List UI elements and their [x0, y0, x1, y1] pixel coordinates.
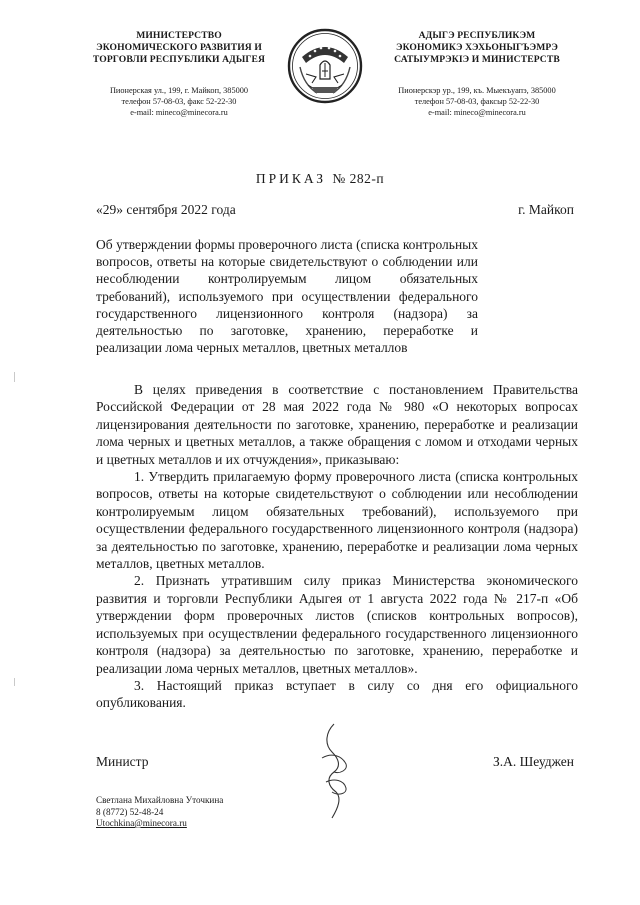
ministry-name-ru: МИНИСТЕРСТВО ЭКОНОМИЧЕСКОГО РАЗВИТИЯ И ТОРГОВЛИ РЕСПУБЛИКИ АДЫГЕЯ [92, 30, 266, 65]
scan-margin-mark [14, 372, 15, 382]
order-subject: Об утверждении формы проверочного листа (списка контрольных вопросов, ответы на которые свидетельствуют о соблюдении или несоблюдении контролируемым лицом обязательных требований), используемого при осуществлении федерального государственного лицензионного контроля (надзора) за деятельностью по заготовке, хранению, переработке и реализации лома черных металлов, цветных металлов [96, 237, 478, 356]
order-title: ПРИКАЗ [255, 171, 327, 186]
signature-row [96, 754, 576, 770]
order-item-3: 3. Настоящий приказ вступает в силу со дня его официального опубликования. [96, 677, 578, 711]
order-item-2: 2. Признать утратившим силу приказ Министерства экономического развития и торговли Республики Адыгея от 1 августа 2022 года № 217-п «Об утверждении форм проверочных листов (списков контрольных вопросов), используемых при осуществлении федерального государственного лицензионного контроля (надзора) за деятельностью по заготовке, хранению, переработке и реализации лома черных металлов, цветных металлов». [96, 573, 578, 676]
order-body [96, 381, 578, 712]
executor-email-link[interactable]: Utochkina@minecora.ru [96, 818, 187, 828]
coat-of-arms-emblem [286, 27, 364, 105]
order-city: г. Майкоп [518, 202, 574, 217]
order-number: № 282-п [332, 171, 385, 186]
order-date: «29» сентября 2022 года [96, 202, 236, 217]
scan-margin-mark [14, 678, 15, 686]
order-intro: В целях приведения в соответствие с постановлением Правительства Российской Федерации от 28 мая 2022 года № 980 «О некоторых вопросах лицензирования деятельности по заготовке, хранению, переработке и реализации лома черных и цветных металлов, а также обращения с ломом и отходами черных и цветных металлов и их отчуждения», приказываю: [96, 382, 578, 467]
order-heading [0, 171, 640, 187]
header-right [372, 30, 582, 118]
signatory-name: З.А. Шеуджен [492, 754, 574, 769]
ministry-address-ru: Пионерская ул., 199, г. Майкоп, 385000 телефон 57-08-03, факс 52-22-30 e-mail: mineco@minecora.ru [109, 86, 249, 117]
header-left [74, 30, 284, 118]
executor-contact [96, 795, 223, 830]
executor-name: Светлана Михайловна Уточкина [96, 795, 224, 805]
ministry-name-ady: АДЫГЭ РЕСПУБЛИКЭМ ЭКОНОМИКЭ ХЭХЬОНЫГЪЭМРЭ САТЫУМРЭКІЭ И МИНИСТЕРСТВ [394, 30, 560, 65]
ministry-address-ady: Пионерскэр ур., 199, къ. Мыекъуапэ, 385000 телефон 57-08-03, факсыр 52-22-30 e-mail: mineco@minecora.ru [398, 86, 556, 117]
signatory-position: Министр [96, 754, 149, 769]
order-item-1: 1. Утвердить прилагаемую форму проверочного листа (списка контрольных вопросов, ответы на которые свидетельствуют о соблюдении или несоблюдении контролируемым лицом обязательных требований), используемого при осуществлении федерального государственного лицензионного контроля (надзора) за деятельностью по заготовке, хранению, переработке и реализации лома черных металлов, цветных металлов. [96, 469, 578, 572]
executor-phone: 8 (8772) 52-48-24 [96, 806, 164, 817]
order-date-line [96, 202, 574, 218]
handwritten-signature [312, 722, 356, 822]
